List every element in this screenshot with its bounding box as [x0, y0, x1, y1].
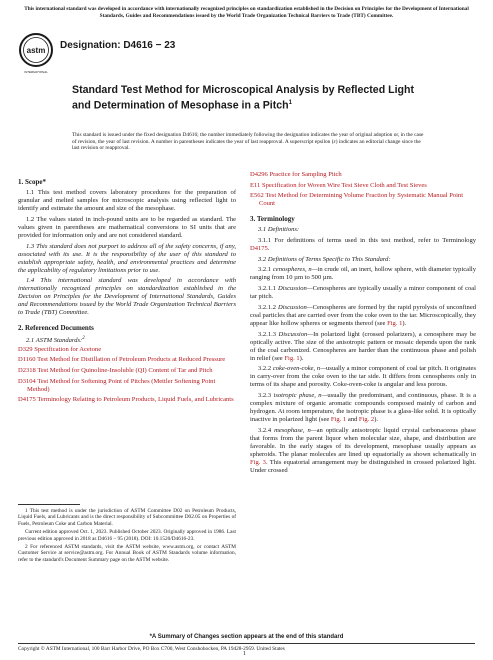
ref-code[interactable]: E11	[250, 181, 261, 189]
ref-item[interactable]	[18, 346, 236, 354]
footnote-2-mark[interactable]: 2	[82, 335, 85, 341]
footnote-2: 2 For referenced ASTM standards, visit the ASTM website, www.astm.org, or contact ASTM Customer Service at service@astm.org. For Annual Book of ASTM Standards volume information, refer to the standard's Document Summary page on the ASTM website.	[18, 544, 236, 563]
term-definition: an optically anisotropic liquid crystal carbonaceous phase that forms from the parent liquor when molecular size, shape, and distribution are favorable. In the early stages of its development, mesophase usually appears as spheroids. The planar molecules are lined up equatorially as shown schematically in	[250, 426, 476, 458]
discussion-label: Discussion—	[278, 285, 313, 293]
astm-logo-icon	[18, 32, 54, 76]
footnote-divider	[18, 504, 80, 505]
ref-code[interactable]: D4296	[250, 171, 268, 178]
ref-title[interactable]: Practice for Sampling Pitch	[267, 171, 342, 178]
ref-code[interactable]: D329	[18, 345, 33, 353]
ref-title[interactable]: Terminology Relating to Petroleum Products, Liquid Fuels, and Lubricants	[35, 396, 234, 404]
footnote-1-edition: Current edition approved Oct. 1, 2023. Published October 2023. Originally approved in 1986. Last previous edition approved in 2018 as D4616 – 95 (2018). DOI: 10.1520/D4616-23.	[18, 529, 236, 542]
term-number: 3.2.1	[258, 266, 273, 274]
ref-title[interactable]: Test Method for Softening Point of Pitches (Mettler Softening Point Method)	[27, 377, 216, 393]
term-definition: usually the predominant, and continuous, phase. It is a complex mixture of organic aromatic compounds composed mainly of carbon and hydrogen. At room temperature, the isotropic phase is a glass-like solid. It is optically inactive in polarized light (see	[250, 392, 476, 424]
header-notice: This international standard was developed in accordance with internationally recognized principles on standardization established in the Decision on Principles for the Development of International Standards, Guides and Recommendations issued by the World Trade Organization Technical Barriers to Trade (TBT) Committee.	[24, 6, 469, 19]
term-3-1-1-text: 3.1.1 For definitions of terms used in this test method, refer to Terminology	[258, 237, 476, 245]
title-footnote-mark[interactable]: 1	[288, 99, 292, 106]
term-number: 3.2.2	[258, 365, 273, 373]
title-text: Standard Test Method for Microscopical Analysis by Reflected Light and Determination of Mesophase in a Pitch	[72, 84, 414, 112]
discussion-text: Cenospheres are typically usually a minor component of coal tar pitch.	[250, 285, 476, 301]
ref-title[interactable]: Test Method for Determining Volume Fraction by Systematic Manual Point Count	[259, 192, 464, 208]
term-number: 3.2.4	[258, 426, 275, 434]
summary-of-changes-note: *A Summary of Changes section appears at the end of this standard	[149, 634, 344, 640]
term-3-2-3	[250, 392, 476, 424]
scope-1-4: 1.4 This international standard was developed in accordance with internationally recognized principles on standardization established in the Decision on Principles for the Development of International Standards, Guides and Recommendations issued by the World Trade Organization Technical Barriers to Trade (TBT) Committee.	[18, 277, 236, 317]
term-number: 3.2.1.2	[258, 303, 279, 311]
term-3-2-1	[250, 266, 476, 282]
issued-note: This standard is issued under the fixed designation D4616; the number immediately following the designation indicates the year of original adoption or, in the case of revision, the year of last revision. A number in parentheses indicates the year of last reapproval. A superscript epsilon (ε) indicates an editorial change since the last revision or reapproval.	[72, 132, 424, 151]
ref-item[interactable]	[18, 396, 236, 404]
figure-link[interactable]: Fig. 3	[250, 458, 266, 466]
term-name: mesophase, n—	[274, 426, 317, 434]
term-number: 3.2.1.1	[258, 285, 279, 293]
term-3-1: 3.1 Definitions:	[258, 226, 300, 234]
scope-heading: 1. Scope*	[18, 178, 46, 186]
figure-link[interactable]: Fig. 1	[284, 354, 300, 362]
discussion-label: Discussion—	[278, 330, 314, 338]
term-3-2: 3.2 Definitions of Terms Specific to This Standard:	[258, 255, 391, 263]
ref-code[interactable]: E562	[250, 192, 264, 200]
discussion-text-end: ).	[299, 354, 304, 362]
astm-standards-label: 2.1 ASTM Standards:	[26, 336, 83, 344]
term-3-2-1-2	[250, 304, 476, 328]
page-number: 1	[243, 651, 246, 657]
conjunction: and	[346, 416, 359, 424]
scope-1-2: 1.2 The values stated in inch-pound units are to be regarded as standard. The values given in parentheses are mathematical conversions to SI units that are provided for information only and are not considered standard.	[18, 215, 236, 239]
ref-code[interactable]: D2318	[18, 367, 36, 375]
astm-standards-subheading	[18, 335, 236, 345]
astm-logo	[18, 32, 54, 76]
term-3-1-1: 3.1.1 For definitions of terms used in this test method, refer to Terminology D4175.	[250, 237, 476, 253]
discussion-text: Cenospheres are formed by the rapid pyrolysis of unconfined coal particles that are carried over from the coke oven to the tar. Microscopically, they appear like hollow spheres or segments thereof (see	[250, 303, 477, 327]
term-definition-end: . This equatorial arrangement may be distinguished in crossed polarized light. Under crossed	[250, 458, 476, 475]
left-column	[18, 172, 236, 407]
right-column	[250, 171, 476, 478]
ref-title[interactable]: Test Method for Distillation of Petroleum Products at Reduced Pressure	[35, 356, 226, 364]
figure-link[interactable]: Fig. 1	[330, 416, 347, 424]
footnotes	[18, 508, 236, 565]
term-name: isotropic phase, n—	[273, 392, 328, 400]
discussion-text-end: ).	[402, 319, 407, 327]
ref-item[interactable]	[250, 171, 476, 179]
footnote-1: 1 This test method is under the jurisdiction of ASTM Committee D02 on Petroleum Products, Liquid Fuels, and Lubricants and is the direct responsibility of Subcommittee D02.05 on Properties of Fuels, Petroleum Coke and Carbon Material.	[18, 508, 236, 527]
document-title	[72, 84, 432, 112]
ref-code[interactable]: D3104	[18, 377, 36, 385]
ref-title[interactable]: Test Method for Quinoline-Insoluble (QI) Content of Tar and Pitch	[35, 367, 213, 375]
terminology-heading: 3. Terminology	[250, 215, 295, 224]
scope-1-1: 1.1 This test method covers laboratory procedures for the preparation of granular and melted samples for microscopic analysis using reflected light to identify and estimate the amount and size of the mesophase.	[18, 189, 236, 213]
ref-code[interactable]: D4175	[18, 396, 36, 404]
ref-item[interactable]	[250, 192, 476, 208]
ref-item[interactable]	[18, 356, 236, 364]
ref-item[interactable]	[18, 378, 236, 394]
discussion-label: Discussion—	[278, 303, 313, 311]
term-definition-end: ).	[374, 416, 379, 424]
svg-text:INTERNATIONAL: INTERNATIONAL	[24, 70, 48, 74]
figure-link[interactable]: Fig. 1	[387, 319, 403, 327]
ref-code[interactable]: D1160	[18, 356, 36, 364]
discussion-text: In polarized light (crossed polarizers), a cenosphere may be optically active. The size of the anisotropic pattern or mosaic depends upon the rank of the coal carbonized. Cenospheres are harder than the continuous phase and polish in relief (see	[250, 330, 477, 362]
term-3-2-1-1	[250, 285, 476, 301]
term-name: coke-oven-coke, n—	[272, 365, 327, 373]
ref-item[interactable]	[250, 182, 476, 190]
ref-title[interactable]: Specification for Woven Wire Test Sieve Cloth and Test Sieves	[260, 181, 427, 189]
copyright-line: Copyright © ASTM International, 100 Barr Harbor Drive, PO Box C700, West Conshohocken, PA 19428-2959. United States	[18, 643, 475, 652]
term-number: 3.2.1.3	[258, 330, 279, 338]
ref-item[interactable]	[18, 367, 236, 375]
term-3-2-4	[250, 427, 476, 475]
term-name: cenospheres, n—	[272, 266, 318, 274]
scope-1-3: 1.3 This standard does not purport to address all of the safety concerns, if any, associated with its use. It is the responsibility of the user of this standard to establish appropriate safety, health, and environmental practices and determine the applicability of regulatory limitations prior to use.	[18, 242, 236, 274]
term-3-2-2	[250, 365, 476, 389]
term-definition: in crude oil, an inert, hollow sphere, with diameter typically ranging from 10 µm to 500 µm.	[250, 266, 476, 282]
figure-link[interactable]: Fig. 2	[358, 416, 375, 424]
ref-title[interactable]: Specification for Acetone	[32, 345, 102, 353]
svg-text:astm: astm	[26, 46, 46, 55]
ref-link-d4175[interactable]: D4175	[250, 245, 268, 253]
designation: Designation: D4616 − 23	[60, 40, 176, 51]
term-3-2-1-3	[250, 331, 476, 363]
referenced-documents-heading: 2. Referenced Documents	[18, 323, 94, 332]
term-number: 3.2.3	[258, 392, 274, 400]
term-definition: usually a minor component of coal tar pitch. It originates in carry-over from the coke oven to the tar side. It differs from cenospheres only in terms of its shape and porosity. Coke-oven-coke is angular and less porous.	[250, 365, 476, 389]
